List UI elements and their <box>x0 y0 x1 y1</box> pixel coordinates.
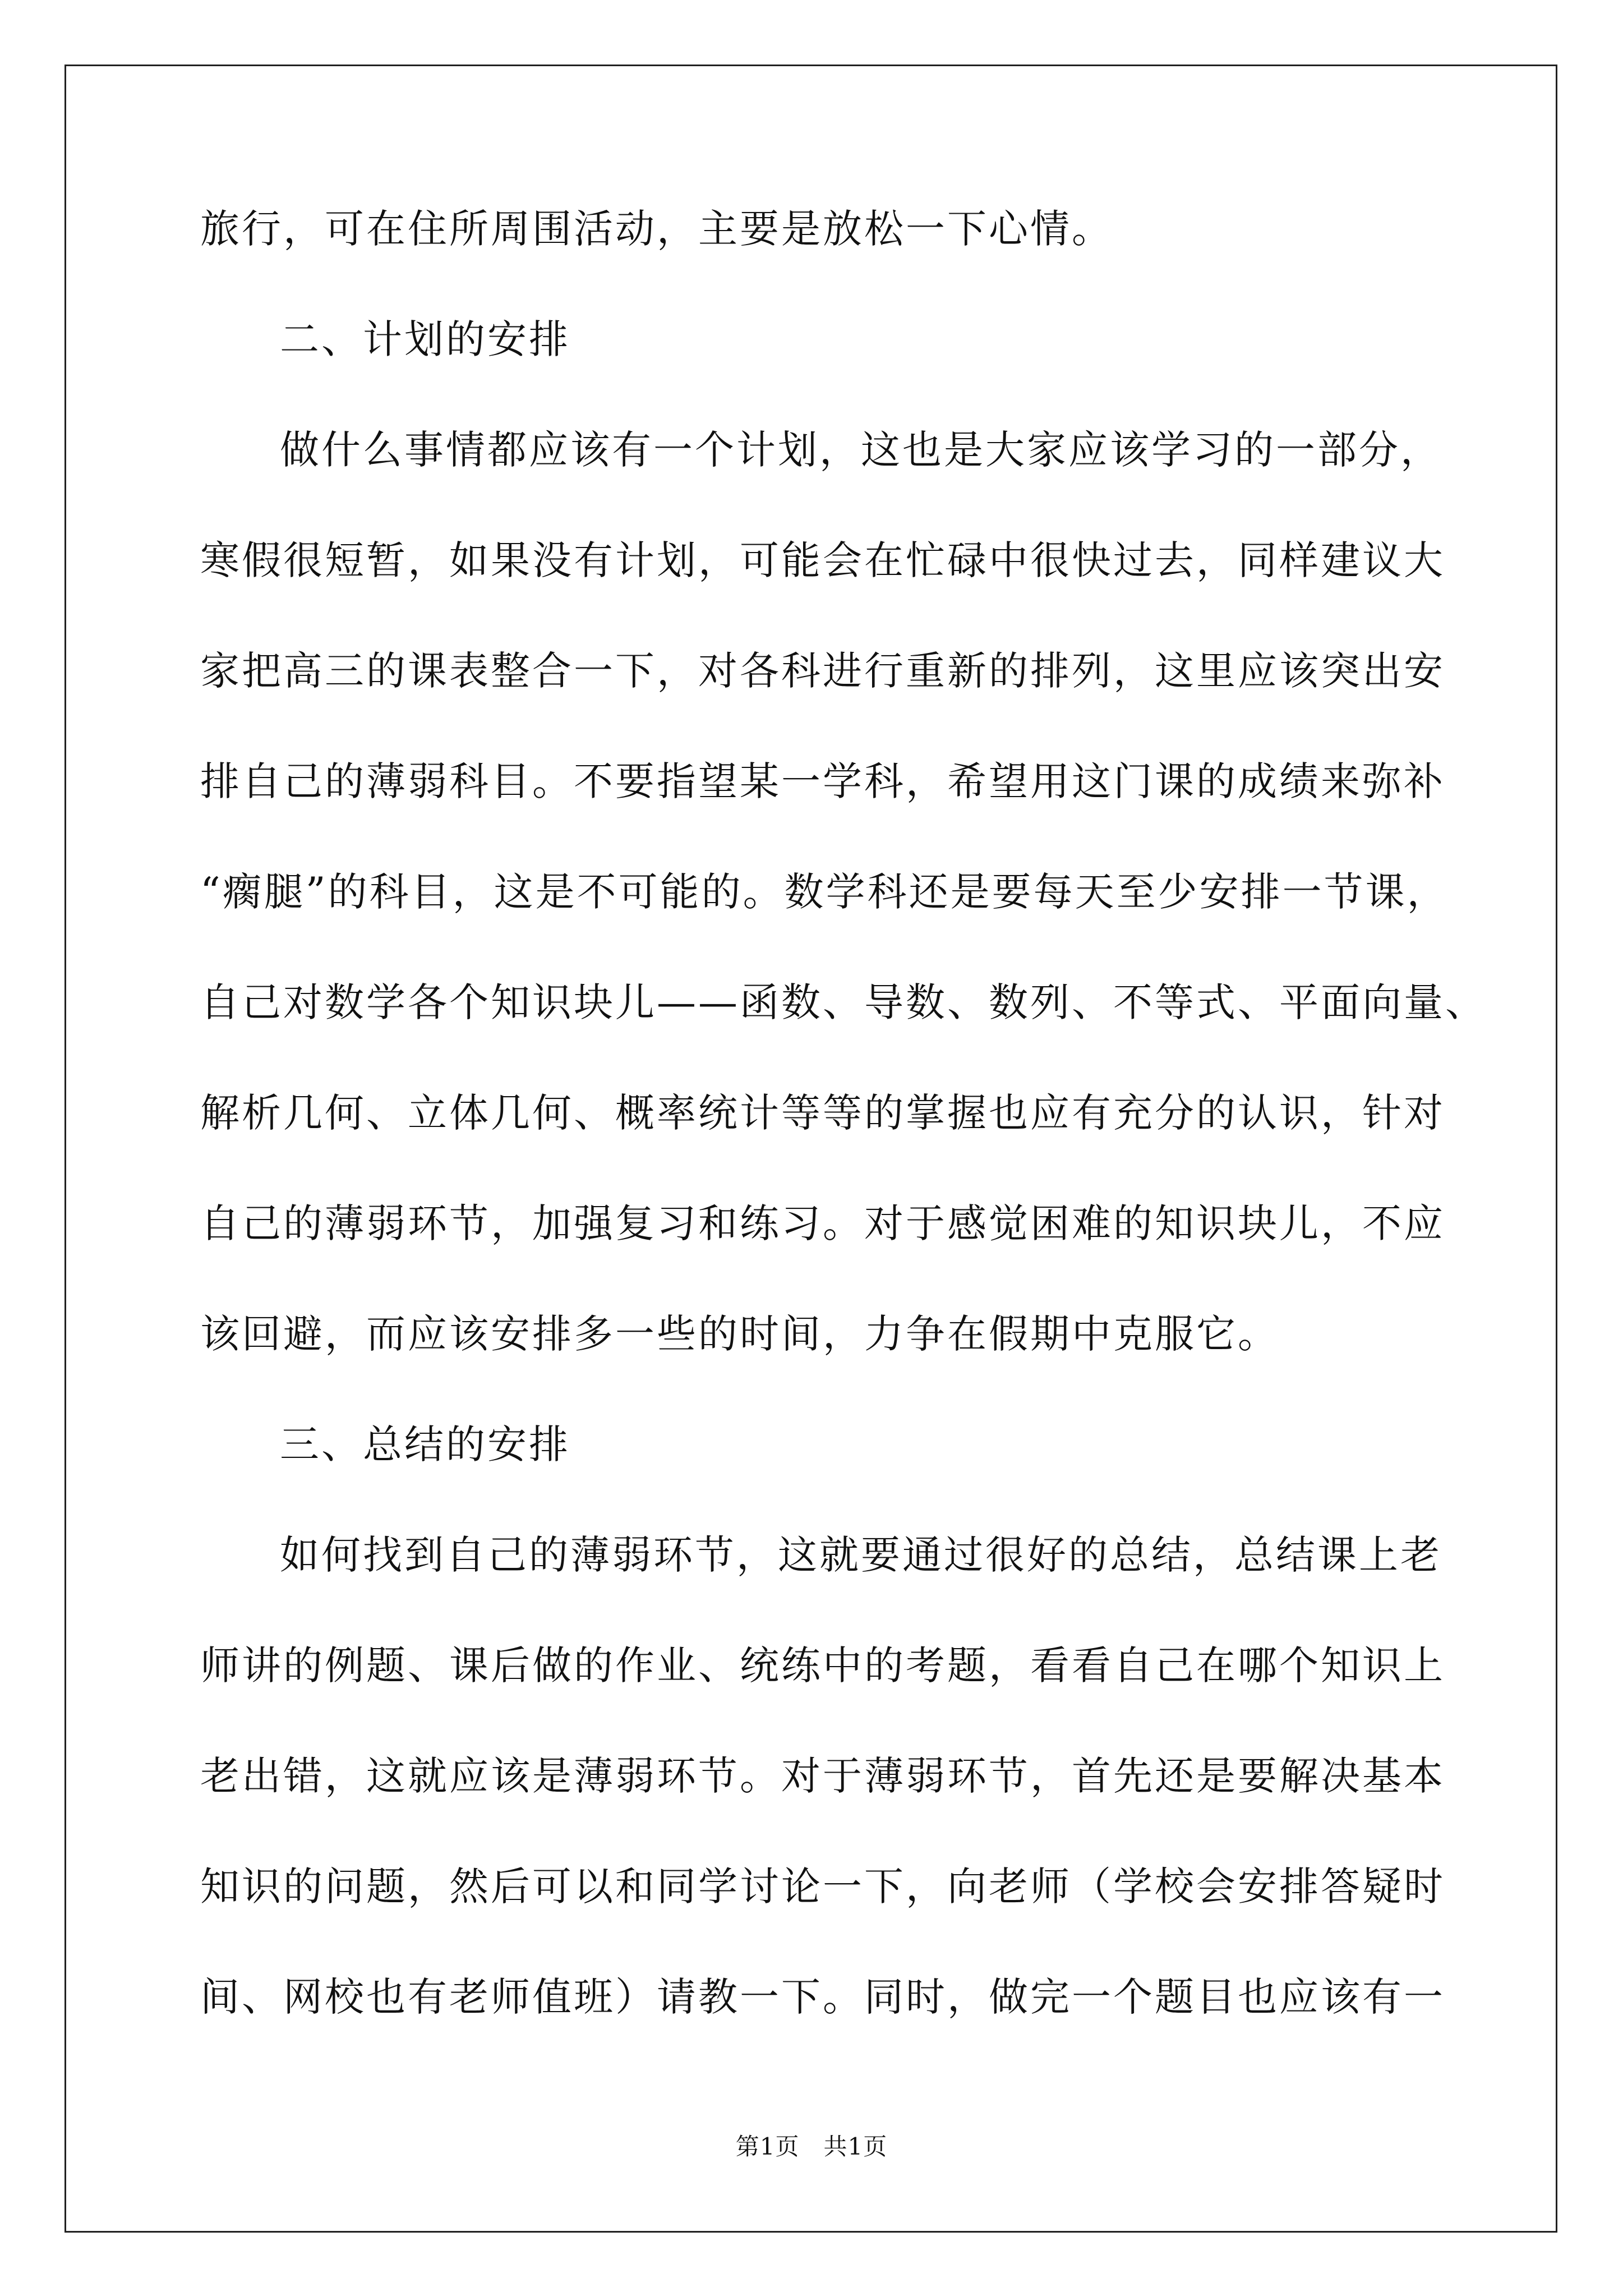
text-line: 自己的薄弱环节，加强复习和练习。对于感觉困难的知识块儿，不应 <box>200 1200 1445 1246</box>
text-line: 该回避，而应该安排多一些的时间，力争在假期中克服它。 <box>200 1311 1279 1357</box>
section-heading-plan: 二、计划的安排 <box>280 316 570 362</box>
text-line: 知识的问题，然后可以和同学讨论一下，向老师（学校会安排答疑时 <box>200 1864 1445 1910</box>
text-line: 间、网校也有老师值班）请教一下。同时，做完一个题目也应该有一 <box>200 1974 1445 2020</box>
text-line: 寒假很短暂，如果没有计划，可能会在忙碌中很快过去，同样建议大 <box>200 537 1445 583</box>
paragraph-first-line: 如何找到自己的薄弱环节，这就要通过很好的总结，总结课上老 <box>280 1532 1442 1578</box>
text-line: “瘸腿”的科目，这是不可能的。数学科还是要每天至少安排一节课， <box>200 869 1449 915</box>
text-line: 旅行，可在住所周围活动，主要是放松一下心情。 <box>200 206 1113 252</box>
text-line: 老出错，这就应该是薄弱环节。对于薄弱环节，首先还是要解决基本 <box>200 1753 1445 1799</box>
text-line: 家把高三的课表整合一下，对各科进行重新的排列，这里应该突出安 <box>200 648 1445 694</box>
page-number-footer: 第1页 共1页 <box>735 2133 888 2160</box>
text-line: 排自己的薄弱科目。不要指望某一学科，希望用这门课的成绩来弥补 <box>200 758 1445 804</box>
text-line: 自己对数学各个知识块儿——函数、导数、数列、不等式、平面向量、 <box>200 979 1487 1025</box>
text-line: 师讲的例题、课后做的作业、统练中的考题，看看自己在哪个知识上 <box>200 1642 1445 1688</box>
paragraph-first-line: 做什么事情都应该有一个计划，这也是大家应该学习的一部分， <box>280 427 1442 473</box>
section-heading-summary: 三、总结的安排 <box>280 1421 570 1467</box>
text-line: 解析几何、立体几何、概率统计等等的掌握也应有充分的认识，针对 <box>200 1090 1445 1136</box>
